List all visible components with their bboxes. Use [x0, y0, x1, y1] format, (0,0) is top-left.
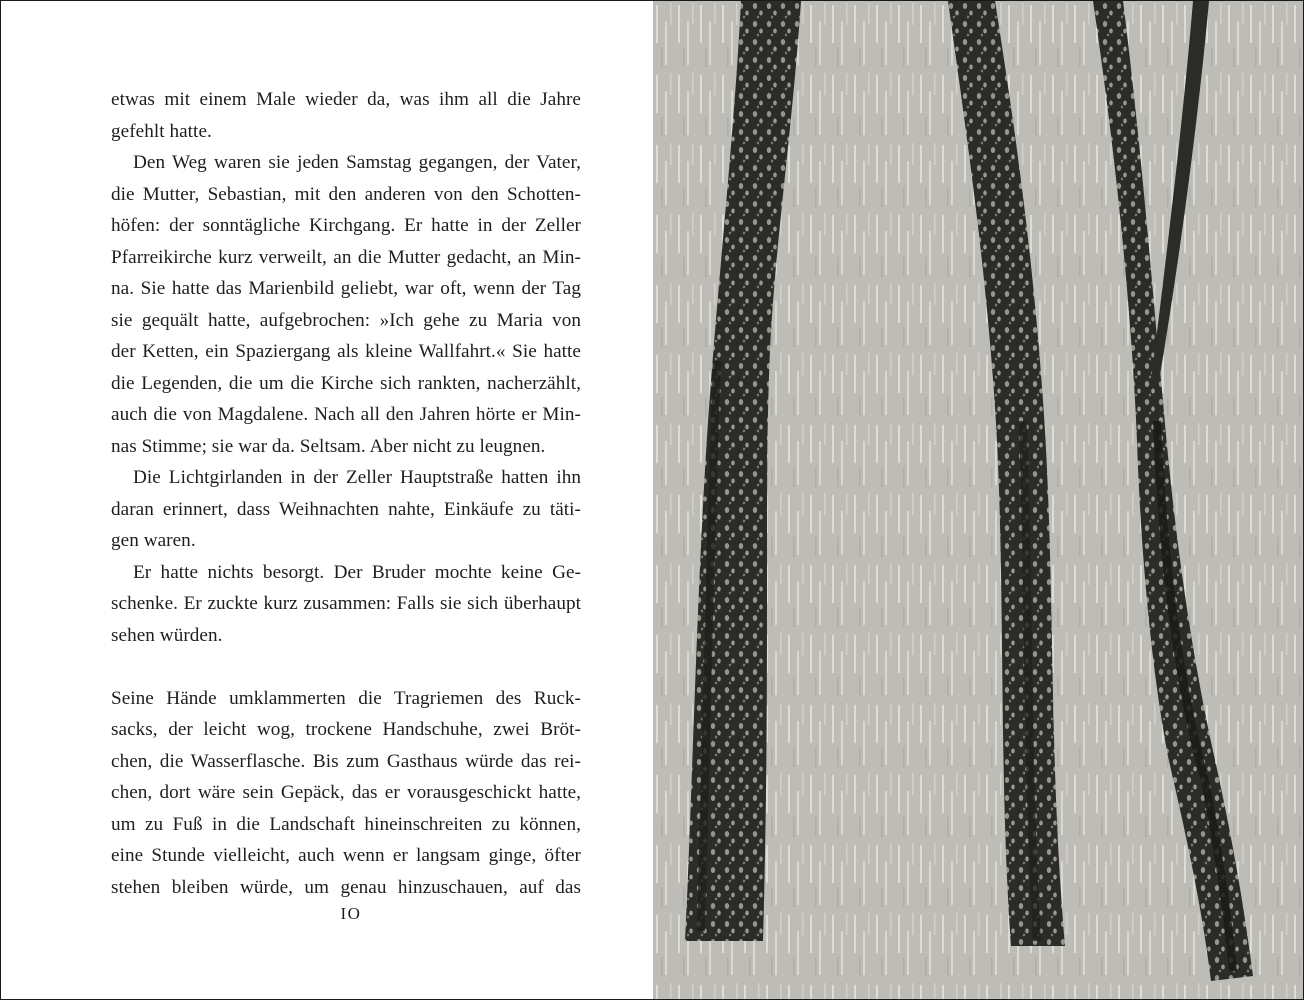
text-line: sacks, der leicht wog, trockene Handschuhe, zwei Bröt- [111, 719, 581, 740]
text-line: die Legenden, die um die Kirche sich rankten, nacherzählt, [111, 372, 581, 394]
text-line: Seine Hände umklammerten die Tragriemen des Ruck- [111, 687, 581, 709]
text-line: Pfarreikirche kurz verweilt, an die Mutter gedacht, an Min- [111, 246, 581, 268]
text-line: sie gequält hatte, aufgebrochen: »Ich gehe zu Maria von [111, 309, 581, 331]
text-line: Den Weg waren sie jeden Samstag gegangen, der Vater, [133, 152, 581, 173]
text-line: daran erinnert, dass Weihnachten nahte, Einkäufe zu täti- [111, 498, 581, 520]
text-line: na. Sie hatte das Marienbild geliebt, war oft, wenn der Tag [111, 278, 581, 299]
body-text [111, 84, 581, 903]
text-line: gen waren. [111, 530, 196, 551]
text-line: stehen bleiben würde, um genau hinzuschauen, auf das [111, 876, 581, 898]
text-line: nas Stimme; sie war da. Seltsam. Aber nicht zu leugnen. [111, 435, 546, 457]
text-line: schenke. Er zuckte kurz zusammen: Falls sie sich überhaupt [111, 593, 581, 614]
page-number: IO [340, 904, 362, 923]
text-line: höfen: der sonntägliche Kirchgang. Er hatte in der Zeller [111, 215, 581, 236]
text-line: Er hatte nichts besorgt. Der Bruder mochte keine Ge- [133, 561, 581, 583]
text-line: der Ketten, ein Spaziergang als kleine Wallfahrt.« Sie hatte [111, 341, 581, 362]
text-line: chen, die Wasserflasche. Bis zum Gasthaus würde das rei- [111, 750, 581, 772]
text-line: die Mutter, Sebastian, mit den anderen von den Schotten- [111, 183, 581, 205]
text-line: Die Lichtgirlanden in der Zeller Hauptstraße hatten ihn [133, 467, 581, 488]
text-page [1, 1, 653, 999]
text-line: auch die von Magdalene. Nach all den Jahren hörte er Min- [111, 404, 581, 425]
text-line: chen, dort wäre sein Gepäck, das er vorausgeschickt hatte, [111, 782, 581, 803]
tree-trunks-illustration [653, 1, 1303, 999]
text-line: gefehlt hatte. [111, 120, 212, 142]
text-line: sehen würden. [111, 624, 223, 646]
text-line: um zu Fuß in die Landschaft hineinschreiten zu können, [111, 813, 581, 835]
text-line: etwas mit einem Male wieder da, was ihm all die Jahre [111, 89, 581, 110]
illustration-page [653, 1, 1303, 999]
section-break [111, 651, 581, 683]
text-line: eine Stunde vielleicht, auch wenn er langsam ginge, öfter [111, 845, 581, 866]
